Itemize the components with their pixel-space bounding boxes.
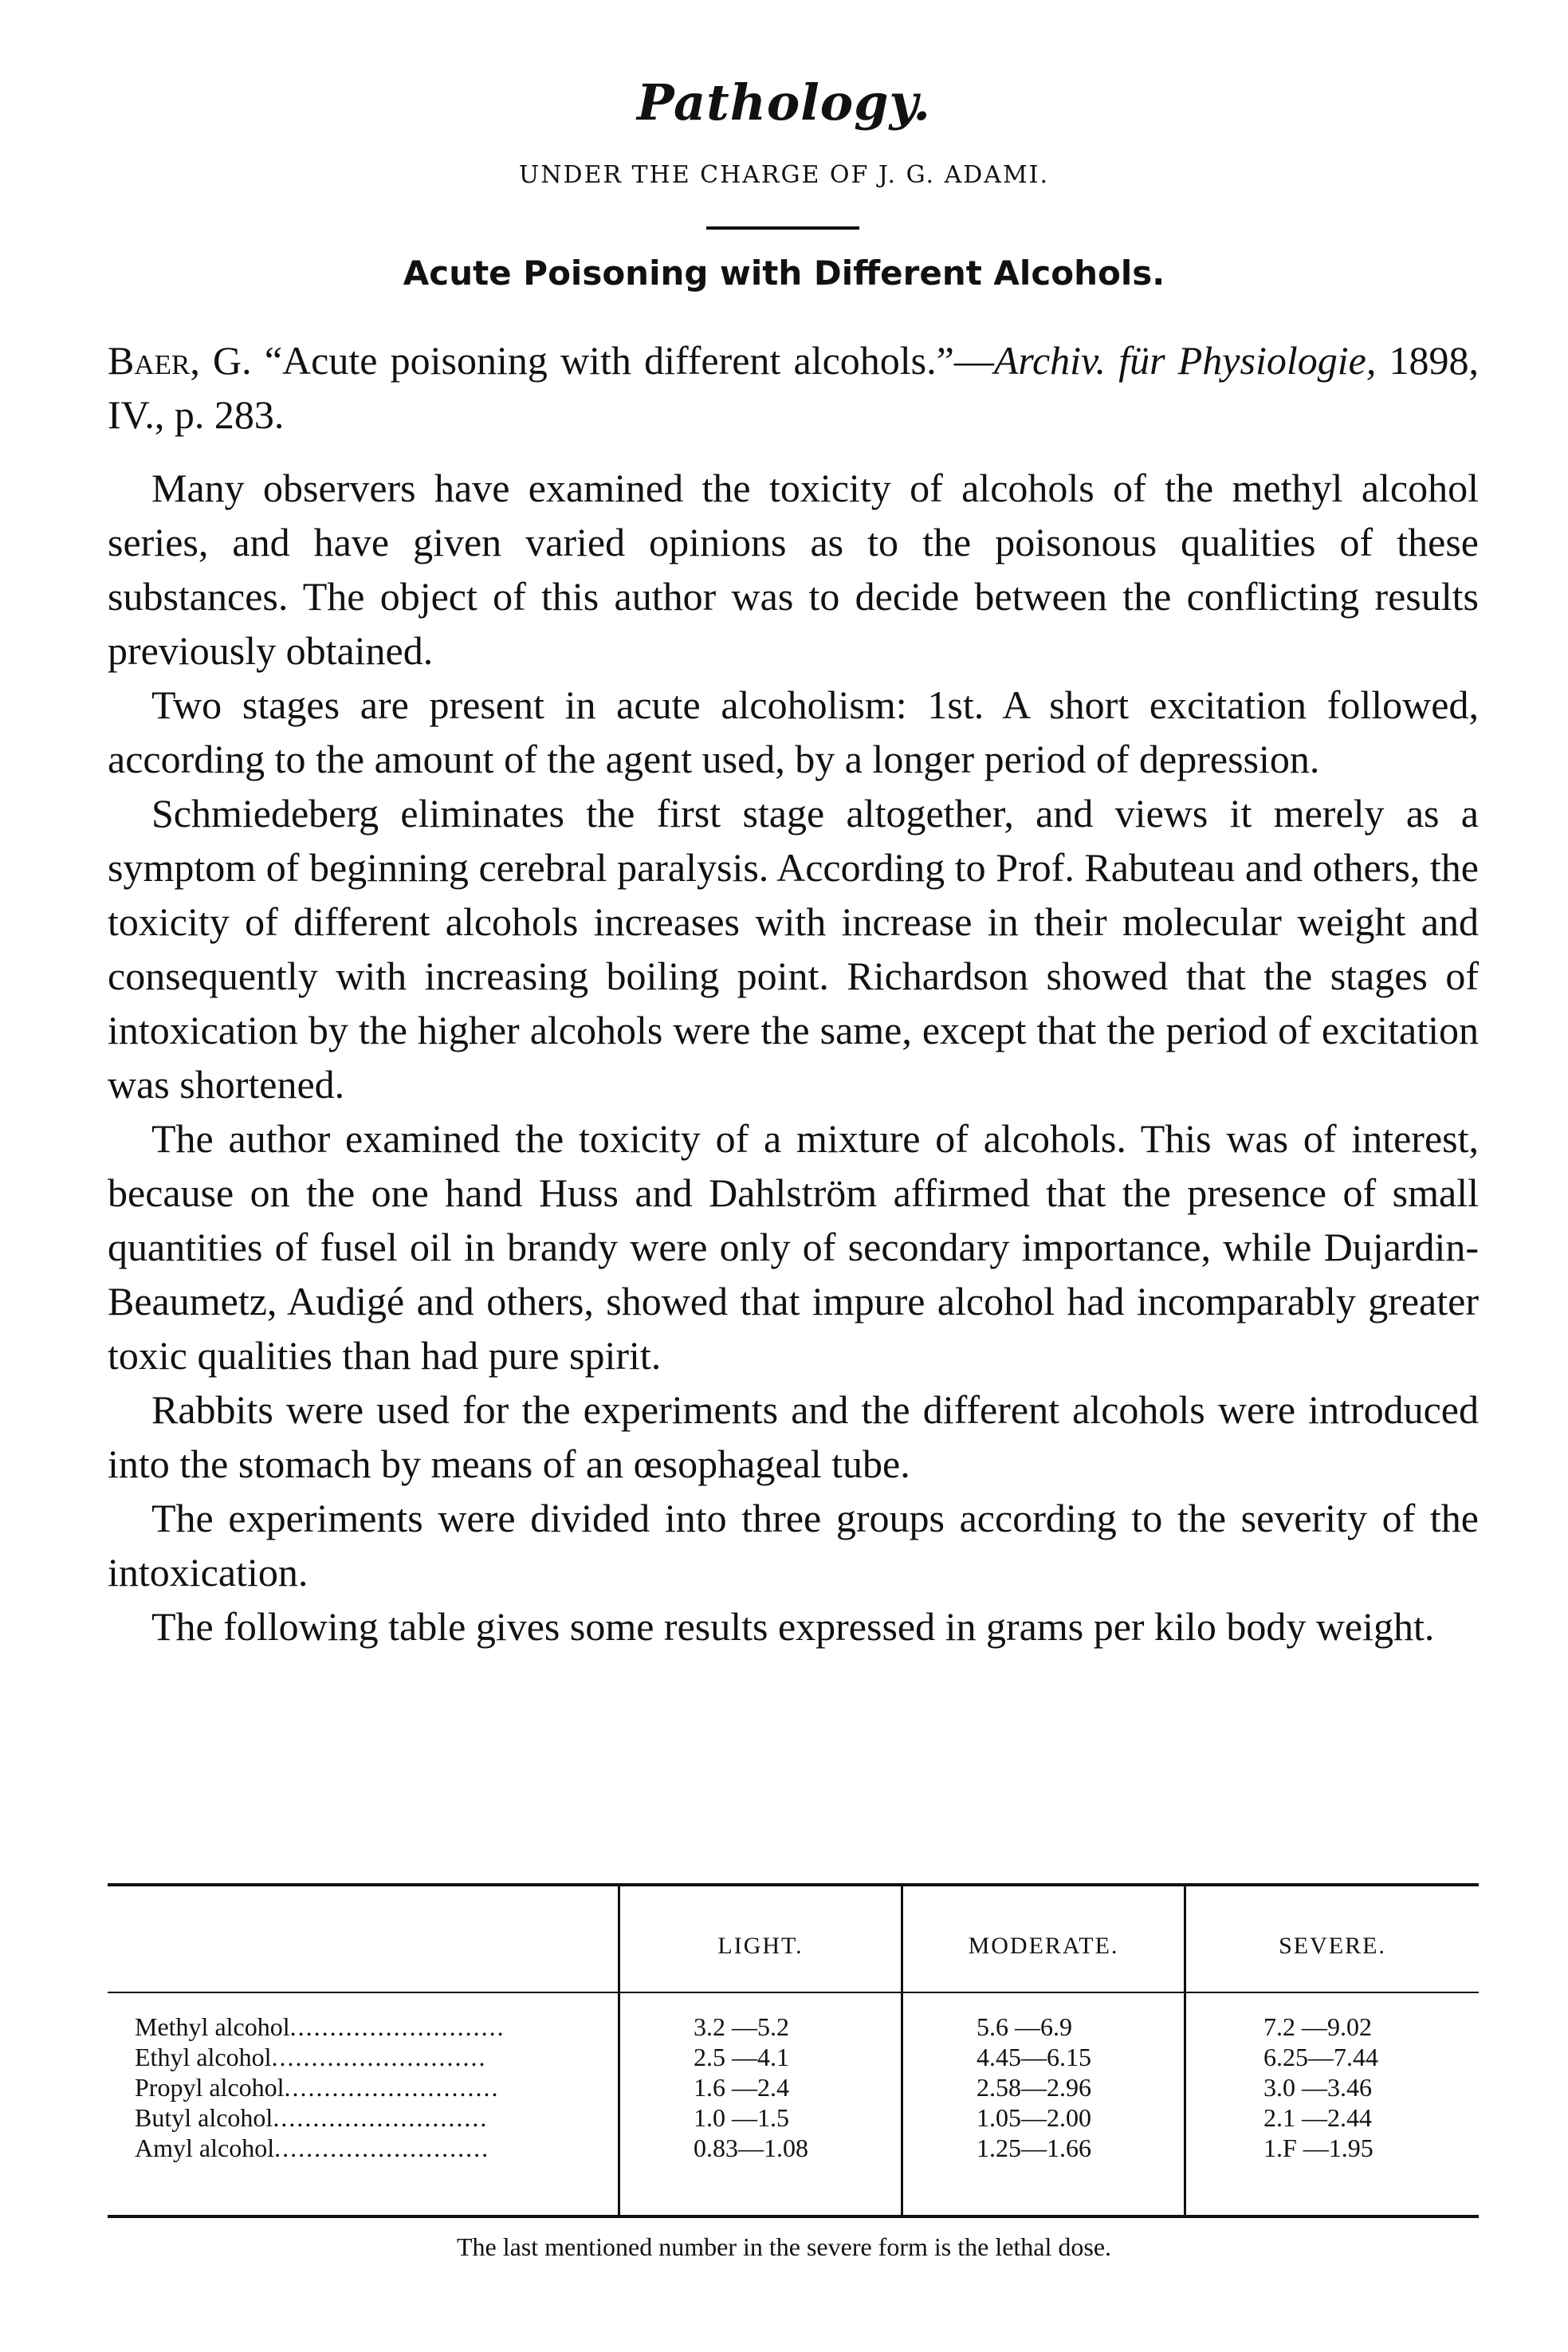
paragraph: Rabbits were used for the experiments and the different alcohols were introduced into the stomach by means of an œsophageal tube. bbox=[108, 1387, 1479, 1486]
row-label: Amyl alcohol........................... bbox=[135, 2134, 490, 2162]
light-range: 1.6 —2.4 bbox=[694, 2073, 789, 2102]
light-range: 1.0 —1.5 bbox=[694, 2103, 789, 2132]
severe-range: 1.F —1.95 bbox=[1263, 2134, 1373, 2162]
row-label: Ethyl alcohol........................... bbox=[135, 2043, 487, 2071]
paragraph: Schmiedeberg eliminates the first stage altogether, and views it merely as a symptom of beginning cerebral paralysis. According to Prof. Rabuteau and others, the toxicity of different alcohols increases with increase in their molecular weight and consequently with increasing boiling point. Richardson showed that the stages of intoxication by the higher alcohols were the same, except that the period of excitation was shortened. bbox=[108, 791, 1479, 1107]
moderate-range: 4.45—6.15 bbox=[977, 2043, 1091, 2071]
table-row bbox=[108, 2073, 1479, 2103]
row-label: Methyl alcohol........................... bbox=[135, 2012, 505, 2041]
table-row bbox=[108, 2103, 1479, 2134]
editor-charge-line: UNDER THE CHARGE OF J. G. ADAMI. bbox=[518, 161, 1050, 189]
moderate-range: 2.58—2.96 bbox=[977, 2073, 1091, 2102]
moderate-range: 1.25—1.66 bbox=[977, 2134, 1091, 2162]
table-row bbox=[108, 2012, 1479, 2043]
row-label: Butyl alcohol........................... bbox=[135, 2103, 489, 2132]
column-header-severe: SEVERE. bbox=[1279, 1933, 1386, 1959]
citation bbox=[108, 333, 1479, 442]
severe-range: 2.1 —2.44 bbox=[1263, 2103, 1372, 2132]
severe-range: 3.0 —3.46 bbox=[1263, 2073, 1372, 2102]
moderate-range: 1.05—2.00 bbox=[977, 2103, 1091, 2132]
table-top-rule bbox=[108, 1883, 1479, 1886]
dose-table bbox=[108, 1883, 1479, 2218]
article-body bbox=[108, 461, 1479, 1654]
article-title: Acute Poisoning with Different Alcohols. bbox=[403, 254, 1165, 293]
light-range: 2.5 —4.1 bbox=[694, 2043, 789, 2071]
column-header-light: LIGHT. bbox=[717, 1933, 804, 1959]
paragraph: The following table gives some results expressed in grams per kilo body weight. bbox=[151, 1604, 1435, 1649]
title-divider bbox=[706, 226, 859, 230]
citation-details: 1898, IV., p. 283. bbox=[108, 338, 1480, 437]
column-header-moderate: MODERATE. bbox=[968, 1933, 1119, 1959]
table-header-rule bbox=[108, 1992, 1479, 1993]
severe-range: 6.25—7.44 bbox=[1263, 2043, 1378, 2071]
row-label: Propyl alcohol........................... bbox=[135, 2073, 500, 2102]
paragraph: The author examined the toxicity of a mixture of alcohols. This was of interest, because on the one hand Huss and Dahlström affirmed that the presence of small quantities of fusel oil in brandy were only of secondary importance, while Dujardin-Beaumetz, Audigé and others, showed that impure alcohol had incomparably greater toxic qualities than had pure spirit. bbox=[108, 1116, 1479, 1378]
citation-journal: Archiv. für Physiologie, bbox=[993, 338, 1377, 383]
table-bottom-rule bbox=[108, 2215, 1479, 2218]
light-range: 0.83—1.08 bbox=[694, 2134, 808, 2162]
citation-title: “Acute poisoning with different alcohols.”— bbox=[264, 338, 994, 383]
severe-range: 7.2 —9.02 bbox=[1263, 2012, 1372, 2041]
citation-author: Baer, G. bbox=[108, 338, 252, 383]
paragraph: The experiments were divided into three groups according to the severity of the intoxication. bbox=[108, 1496, 1479, 1595]
moderate-range: 5.6 —6.9 bbox=[977, 2012, 1072, 2041]
paragraph: Many observers have examined the toxicity of alcohols of the methyl alcohol series, and have given varied opinions as to the poisonous qualities of these substances. The object of this author was to decide between the conflicting results previously obtained. bbox=[108, 466, 1479, 673]
section-title: Pathology. bbox=[637, 73, 931, 132]
table-row bbox=[108, 2043, 1479, 2073]
table-row bbox=[108, 2134, 1479, 2164]
paragraph: Two stages are present in acute alcoholism: 1st. A short excitation followed, according to the amount of the agent used, by a longer period of depression. bbox=[108, 682, 1479, 781]
light-range: 3.2 —5.2 bbox=[694, 2012, 789, 2041]
table-footnote: The last mentioned number in the severe form is the lethal dose. bbox=[456, 2232, 1112, 2261]
